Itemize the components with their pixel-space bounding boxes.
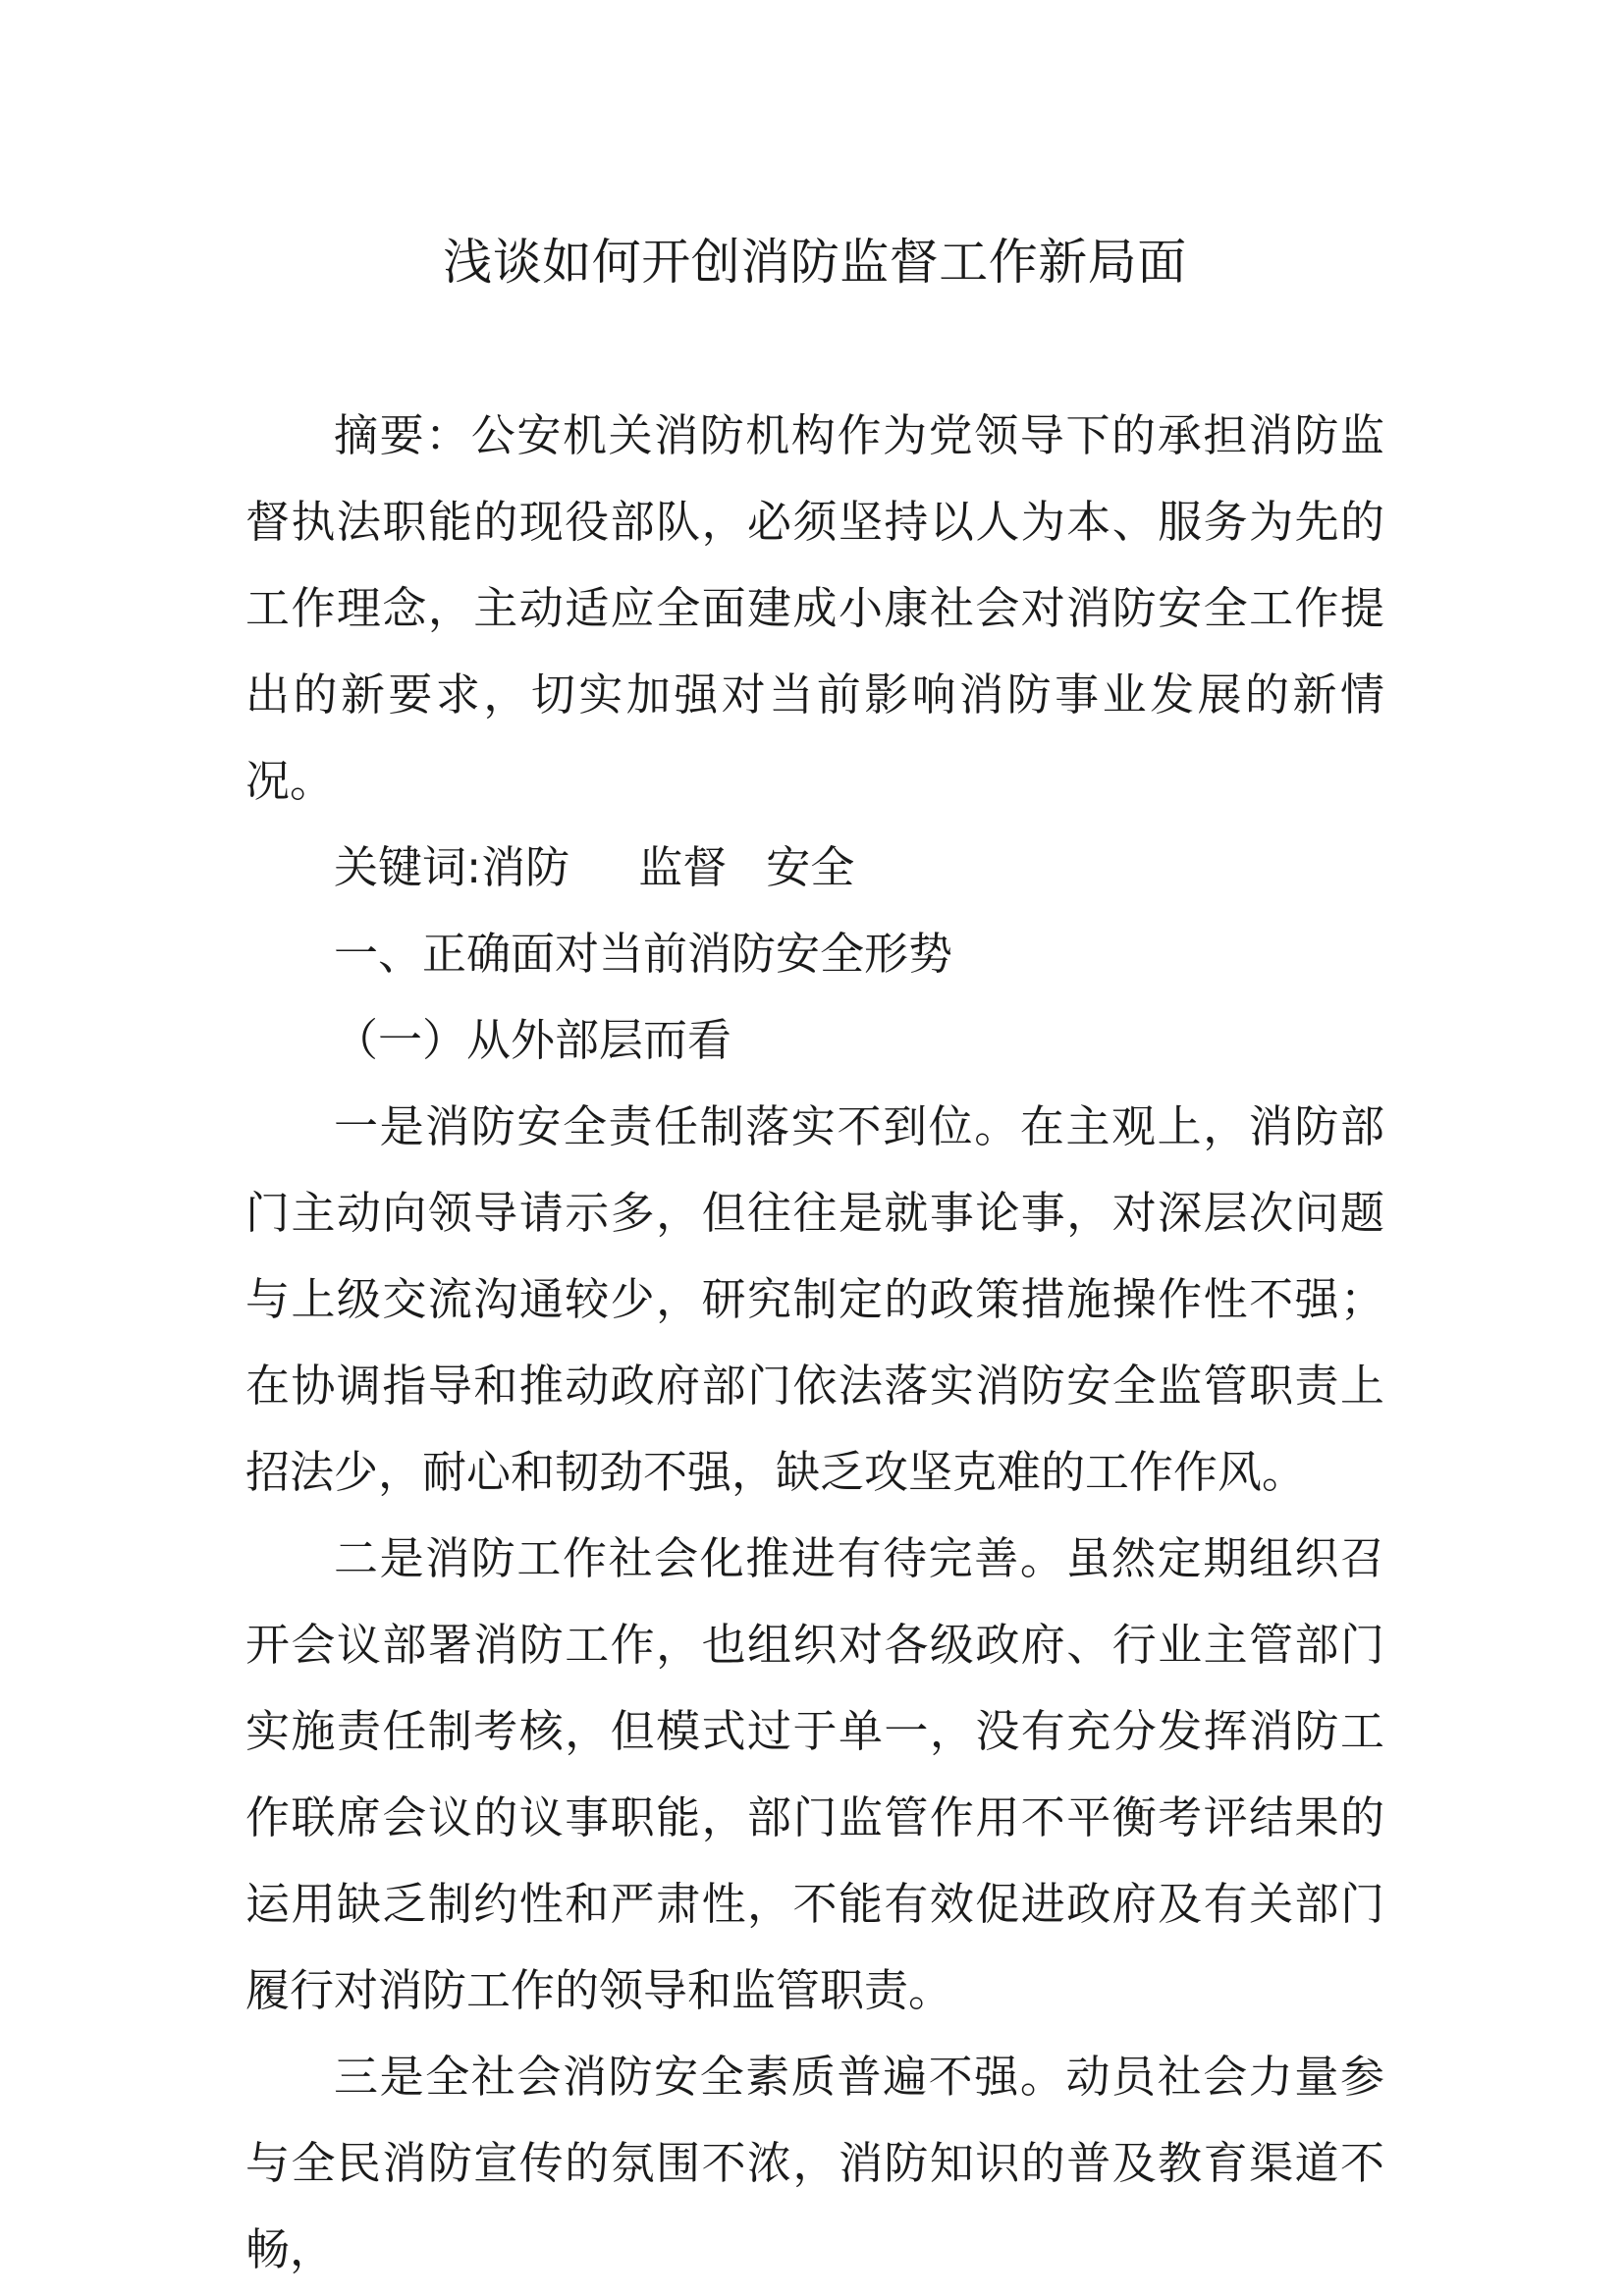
section-heading: 一、正确面对当前消防安全形势 [334, 928, 953, 980]
document-page [245, 0, 1384, 2296]
keyword-3: 安全 [766, 841, 855, 893]
keywords-line [245, 825, 1384, 911]
keyword-1: 消防 [481, 841, 570, 893]
body-paragraph-3: 三是全社会消防安全素质普遍不强。动员社会力量参与全民消防宣传的氛围不浓，消防知识的普及教育渠道不畅， [245, 2051, 1384, 2275]
document-body [245, 393, 1384, 2293]
keyword-2: 监督 [638, 841, 728, 893]
body-paragraph-1: 一是消防安全责任制落实不到位。在主观上，消防部门主动向领导请示多，但往往是就事论事，对深层次问题与上级交流沟通较少，研究制定的政策措施操作性不强；在协调指导和推动政府部门依法落实消防安全监管职责上招法少，耐心和韧劲不强，缺乏攻坚克难的工作作风。 [245, 1100, 1384, 1498]
abstract-paragraph: 摘要：公安机关消防机构作为党领导下的承担消防监督执法职能的现役部队，必须坚持以人为本、服务为先的工作理念，主动适应全面建成小康社会对消防安全工作提出的新要求，切实加强对当前影响消防事业发展的新情况。 [245, 409, 1384, 807]
body-paragraph-2: 二是消防工作社会化推进有待完善。虽然定期组织召开会议部署消防工作，也组织对各级政府、行业主管部门实施责任制考核，但模式过于单一，没有充分发挥消防工作联席会议的议事职能，部门监管作用不平衡考评结果的运用缺乏制约性和严肃性，不能有效促进政府及有关部门履行对消防工作的领导和监管职责。 [245, 1532, 1384, 2016]
document-title: 浅谈如何开创消防监督工作新局面 [443, 234, 1187, 291]
keywords-label: 关键词: [334, 841, 482, 893]
subsection-heading: （一）从外部层而看 [334, 1014, 732, 1066]
